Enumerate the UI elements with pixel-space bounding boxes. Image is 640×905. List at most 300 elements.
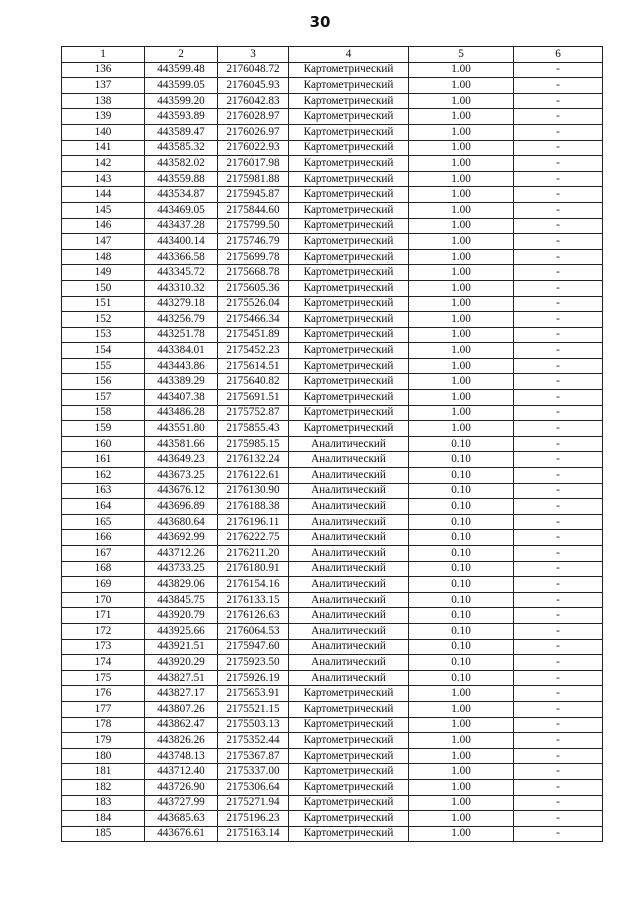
note-cell: - [514,546,603,562]
table-row [62,109,603,125]
note-cell: - [514,686,603,702]
x-coordinate-cell: 443589.47 [145,124,218,140]
note-cell: - [514,826,603,842]
method-cell: Аналитический [289,436,409,452]
point-number-cell: 178 [62,717,145,733]
y-coordinate-cell: 2175926.19 [218,670,289,686]
point-number-cell: 142 [62,156,145,172]
point-number-cell: 159 [62,421,145,437]
note-cell: - [514,733,603,749]
method-cell: Аналитический [289,639,409,655]
x-coordinate-cell: 443486.28 [145,405,218,421]
y-coordinate-cell: 2175452.23 [218,343,289,359]
note-cell: - [514,171,603,187]
table-row [62,686,603,702]
point-number-cell: 175 [62,670,145,686]
accuracy-cell: 0.10 [409,530,514,546]
method-cell: Картометрический [289,327,409,343]
note-cell: - [514,811,603,827]
accuracy-cell: 0.10 [409,639,514,655]
note-cell: - [514,748,603,764]
point-number-cell: 167 [62,546,145,562]
table-row [62,140,603,156]
table-row [62,62,603,78]
accuracy-cell: 1.00 [409,93,514,109]
note-cell: - [514,156,603,172]
method-cell: Картометрический [289,826,409,842]
accuracy-cell: 1.00 [409,265,514,281]
note-cell: - [514,218,603,234]
point-number-cell: 150 [62,280,145,296]
note-cell: - [514,265,603,281]
accuracy-cell: 0.10 [409,655,514,671]
point-number-cell: 137 [62,78,145,94]
accuracy-cell: 0.10 [409,468,514,484]
method-cell: Картометрический [289,156,409,172]
y-coordinate-cell: 2175271.94 [218,795,289,811]
x-coordinate-cell: 443845.75 [145,592,218,608]
note-cell: - [514,717,603,733]
method-cell: Картометрический [289,795,409,811]
accuracy-cell: 1.00 [409,748,514,764]
y-coordinate-cell: 2176022.93 [218,140,289,156]
table-row [62,811,603,827]
method-cell: Аналитический [289,670,409,686]
method-cell: Картометрический [289,280,409,296]
y-coordinate-cell: 2175605.36 [218,280,289,296]
method-cell: Картометрический [289,717,409,733]
table-row [62,717,603,733]
x-coordinate-cell: 443443.86 [145,358,218,374]
accuracy-cell: 1.00 [409,218,514,234]
accuracy-cell: 1.00 [409,717,514,733]
column-header: 3 [218,47,289,63]
note-cell: - [514,93,603,109]
y-coordinate-cell: 2175985.15 [218,436,289,452]
method-cell: Картометрический [289,265,409,281]
note-cell: - [514,405,603,421]
table-row [62,343,603,359]
accuracy-cell: 1.00 [409,811,514,827]
table-row [62,623,603,639]
x-coordinate-cell: 443649.23 [145,452,218,468]
note-cell: - [514,327,603,343]
point-number-cell: 149 [62,265,145,281]
x-coordinate-cell: 443407.38 [145,390,218,406]
method-cell: Картометрический [289,124,409,140]
note-cell: - [514,577,603,593]
y-coordinate-cell: 2175466.34 [218,312,289,328]
x-coordinate-cell: 443827.51 [145,670,218,686]
method-cell: Картометрический [289,140,409,156]
note-cell: - [514,779,603,795]
note-cell: - [514,187,603,203]
y-coordinate-cell: 2176133.15 [218,592,289,608]
column-header: 5 [409,47,514,63]
accuracy-cell: 1.00 [409,124,514,140]
y-coordinate-cell: 2176122.61 [218,468,289,484]
y-coordinate-cell: 2175526.04 [218,296,289,312]
method-cell: Картометрический [289,701,409,717]
page-number: 30 [309,13,331,31]
table-row [62,514,603,530]
y-coordinate-cell: 2175923.50 [218,655,289,671]
note-cell: - [514,795,603,811]
accuracy-cell: 0.10 [409,499,514,515]
x-coordinate-cell: 443585.32 [145,140,218,156]
accuracy-cell: 0.10 [409,452,514,468]
note-cell: - [514,124,603,140]
y-coordinate-cell: 2176028.97 [218,109,289,125]
point-number-cell: 170 [62,592,145,608]
method-cell: Картометрический [289,748,409,764]
table-row [62,187,603,203]
method-cell: Картометрический [289,62,409,78]
table-row [62,358,603,374]
point-number-cell: 182 [62,779,145,795]
y-coordinate-cell: 2175752.87 [218,405,289,421]
note-cell: - [514,109,603,125]
y-coordinate-cell: 2175668.78 [218,265,289,281]
note-cell: - [514,390,603,406]
table-row [62,265,603,281]
accuracy-cell: 0.10 [409,623,514,639]
accuracy-cell: 1.00 [409,78,514,94]
point-number-cell: 164 [62,499,145,515]
x-coordinate-cell: 443384.01 [145,343,218,359]
point-number-cell: 165 [62,514,145,530]
method-cell: Картометрический [289,78,409,94]
accuracy-cell: 1.00 [409,202,514,218]
table-row [62,639,603,655]
method-cell: Картометрический [289,421,409,437]
table-row [62,779,603,795]
table-header-row [62,47,603,63]
accuracy-cell: 1.00 [409,62,514,78]
x-coordinate-cell: 443807.26 [145,701,218,717]
accuracy-cell: 1.00 [409,296,514,312]
y-coordinate-cell: 2175855.43 [218,421,289,437]
note-cell: - [514,608,603,624]
accuracy-cell: 1.00 [409,795,514,811]
x-coordinate-cell: 443559.88 [145,171,218,187]
note-cell: - [514,530,603,546]
method-cell: Аналитический [289,592,409,608]
table-row [62,561,603,577]
table-row [62,296,603,312]
y-coordinate-cell: 2175163.14 [218,826,289,842]
point-number-cell: 139 [62,109,145,125]
x-coordinate-cell: 443925.66 [145,623,218,639]
y-coordinate-cell: 2176196.11 [218,514,289,530]
point-number-cell: 146 [62,218,145,234]
table-row [62,93,603,109]
point-number-cell: 141 [62,140,145,156]
table-row [62,701,603,717]
point-number-cell: 148 [62,249,145,265]
point-number-cell: 161 [62,452,145,468]
point-number-cell: 185 [62,826,145,842]
method-cell: Аналитический [289,499,409,515]
accuracy-cell: 0.10 [409,561,514,577]
table-row [62,530,603,546]
table-row [62,390,603,406]
point-number-cell: 168 [62,561,145,577]
method-cell: Картометрический [289,374,409,390]
point-number-cell: 140 [62,124,145,140]
x-coordinate-cell: 443727.99 [145,795,218,811]
x-coordinate-cell: 443437.28 [145,218,218,234]
table-row [62,405,603,421]
accuracy-cell: 1.00 [409,826,514,842]
method-cell: Картометрический [289,171,409,187]
method-cell: Аналитический [289,452,409,468]
y-coordinate-cell: 2176188.38 [218,499,289,515]
method-cell: Аналитический [289,514,409,530]
point-number-cell: 174 [62,655,145,671]
point-number-cell: 177 [62,701,145,717]
accuracy-cell: 1.00 [409,390,514,406]
y-coordinate-cell: 2175844.60 [218,202,289,218]
x-coordinate-cell: 443469.05 [145,202,218,218]
x-coordinate-cell: 443829.06 [145,577,218,593]
x-coordinate-cell: 443692.99 [145,530,218,546]
table-row [62,312,603,328]
table-row [62,733,603,749]
accuracy-cell: 0.10 [409,592,514,608]
x-coordinate-cell: 443582.02 [145,156,218,172]
note-cell: - [514,639,603,655]
point-number-cell: 160 [62,436,145,452]
table-row [62,436,603,452]
table-row [62,608,603,624]
x-coordinate-cell: 443696.89 [145,499,218,515]
note-cell: - [514,280,603,296]
y-coordinate-cell: 2175337.00 [218,764,289,780]
accuracy-cell: 1.00 [409,171,514,187]
note-cell: - [514,561,603,577]
note-cell: - [514,202,603,218]
point-number-cell: 158 [62,405,145,421]
x-coordinate-cell: 443389.29 [145,374,218,390]
table-row [62,468,603,484]
accuracy-cell: 1.00 [409,140,514,156]
method-cell: Картометрический [289,405,409,421]
method-cell: Картометрический [289,312,409,328]
accuracy-cell: 0.10 [409,670,514,686]
point-number-cell: 172 [62,623,145,639]
note-cell: - [514,670,603,686]
x-coordinate-cell: 443733.25 [145,561,218,577]
point-number-cell: 144 [62,187,145,203]
x-coordinate-cell: 443599.48 [145,62,218,78]
table-row [62,171,603,187]
y-coordinate-cell: 2176211.20 [218,546,289,562]
method-cell: Картометрический [289,109,409,125]
point-number-cell: 157 [62,390,145,406]
y-coordinate-cell: 2175451.89 [218,327,289,343]
x-coordinate-cell: 443551.80 [145,421,218,437]
point-number-cell: 143 [62,171,145,187]
y-coordinate-cell: 2176045.93 [218,78,289,94]
note-cell: - [514,296,603,312]
note-cell: - [514,358,603,374]
x-coordinate-cell: 443673.25 [145,468,218,484]
accuracy-cell: 1.00 [409,187,514,203]
note-cell: - [514,374,603,390]
y-coordinate-cell: 2175196.23 [218,811,289,827]
x-coordinate-cell: 443599.20 [145,93,218,109]
method-cell: Картометрический [289,733,409,749]
note-cell: - [514,436,603,452]
x-coordinate-cell: 443726.90 [145,779,218,795]
note-cell: - [514,312,603,328]
x-coordinate-cell: 443862.47 [145,717,218,733]
accuracy-cell: 1.00 [409,374,514,390]
y-coordinate-cell: 2176132.24 [218,452,289,468]
accuracy-cell: 1.00 [409,249,514,265]
y-coordinate-cell: 2176017.98 [218,156,289,172]
y-coordinate-cell: 2175699.78 [218,249,289,265]
method-cell: Картометрический [289,811,409,827]
x-coordinate-cell: 443251.78 [145,327,218,343]
column-header: 2 [145,47,218,63]
point-number-cell: 145 [62,202,145,218]
note-cell: - [514,78,603,94]
y-coordinate-cell: 2176042.83 [218,93,289,109]
table-row [62,483,603,499]
table-row [62,374,603,390]
method-cell: Аналитический [289,468,409,484]
table-row [62,764,603,780]
method-cell: Картометрический [289,249,409,265]
x-coordinate-cell: 443366.58 [145,249,218,265]
y-coordinate-cell: 2176222.75 [218,530,289,546]
method-cell: Аналитический [289,561,409,577]
y-coordinate-cell: 2176130.90 [218,483,289,499]
point-number-cell: 181 [62,764,145,780]
y-coordinate-cell: 2175746.79 [218,234,289,250]
point-number-cell: 184 [62,811,145,827]
method-cell: Картометрический [289,343,409,359]
method-cell: Аналитический [289,546,409,562]
y-coordinate-cell: 2175691.51 [218,390,289,406]
x-coordinate-cell: 443593.89 [145,109,218,125]
table-row [62,327,603,343]
x-coordinate-cell: 443685.63 [145,811,218,827]
y-coordinate-cell: 2175352.44 [218,733,289,749]
method-cell: Аналитический [289,577,409,593]
note-cell: - [514,701,603,717]
x-coordinate-cell: 443256.79 [145,312,218,328]
x-coordinate-cell: 443676.12 [145,483,218,499]
y-coordinate-cell: 2175306.64 [218,779,289,795]
method-cell: Картометрический [289,390,409,406]
note-cell: - [514,343,603,359]
table-row [62,577,603,593]
accuracy-cell: 1.00 [409,764,514,780]
table-row [62,124,603,140]
accuracy-cell: 1.00 [409,358,514,374]
table-row [62,156,603,172]
accuracy-cell: 0.10 [409,514,514,530]
method-cell: Картометрический [289,202,409,218]
x-coordinate-cell: 443712.26 [145,546,218,562]
x-coordinate-cell: 443920.79 [145,608,218,624]
point-number-cell: 153 [62,327,145,343]
x-coordinate-cell: 443581.66 [145,436,218,452]
table-row [62,795,603,811]
y-coordinate-cell: 2175614.51 [218,358,289,374]
note-cell: - [514,468,603,484]
method-cell: Картометрический [289,358,409,374]
accuracy-cell: 1.00 [409,343,514,359]
y-coordinate-cell: 2175981.88 [218,171,289,187]
accuracy-cell: 1.00 [409,733,514,749]
note-cell: - [514,592,603,608]
method-cell: Аналитический [289,655,409,671]
point-number-cell: 156 [62,374,145,390]
point-number-cell: 166 [62,530,145,546]
accuracy-cell: 1.00 [409,156,514,172]
accuracy-cell: 1.00 [409,686,514,702]
column-header: 6 [514,47,603,63]
point-number-cell: 173 [62,639,145,655]
x-coordinate-cell: 443345.72 [145,265,218,281]
x-coordinate-cell: 443400.14 [145,234,218,250]
x-coordinate-cell: 443826.26 [145,733,218,749]
note-cell: - [514,249,603,265]
table-row [62,218,603,234]
x-coordinate-cell: 443921.51 [145,639,218,655]
note-cell: - [514,452,603,468]
method-cell: Аналитический [289,623,409,639]
y-coordinate-cell: 2175945.87 [218,187,289,203]
x-coordinate-cell: 443712.40 [145,764,218,780]
point-number-cell: 176 [62,686,145,702]
accuracy-cell: 1.00 [409,405,514,421]
point-number-cell: 169 [62,577,145,593]
method-cell: Картометрический [289,779,409,795]
y-coordinate-cell: 2175640.82 [218,374,289,390]
point-number-cell: 147 [62,234,145,250]
table-row [62,655,603,671]
accuracy-cell: 1.00 [409,234,514,250]
table-body [62,62,603,842]
table-row [62,546,603,562]
y-coordinate-cell: 2176126.63 [218,608,289,624]
accuracy-cell: 1.00 [409,701,514,717]
table-row [62,421,603,437]
y-coordinate-cell: 2175799.50 [218,218,289,234]
x-coordinate-cell: 443920.29 [145,655,218,671]
y-coordinate-cell: 2175521.15 [218,701,289,717]
table-row [62,592,603,608]
y-coordinate-cell: 2176154.16 [218,577,289,593]
y-coordinate-cell: 2175653.91 [218,686,289,702]
x-coordinate-cell: 443279.18 [145,296,218,312]
accuracy-cell: 1.00 [409,109,514,125]
method-cell: Картометрический [289,218,409,234]
point-number-cell: 171 [62,608,145,624]
x-coordinate-cell: 443676.61 [145,826,218,842]
point-number-cell: 138 [62,93,145,109]
point-number-cell: 151 [62,296,145,312]
note-cell: - [514,421,603,437]
accuracy-cell: 0.10 [409,577,514,593]
method-cell: Картометрический [289,234,409,250]
accuracy-cell: 0.10 [409,608,514,624]
